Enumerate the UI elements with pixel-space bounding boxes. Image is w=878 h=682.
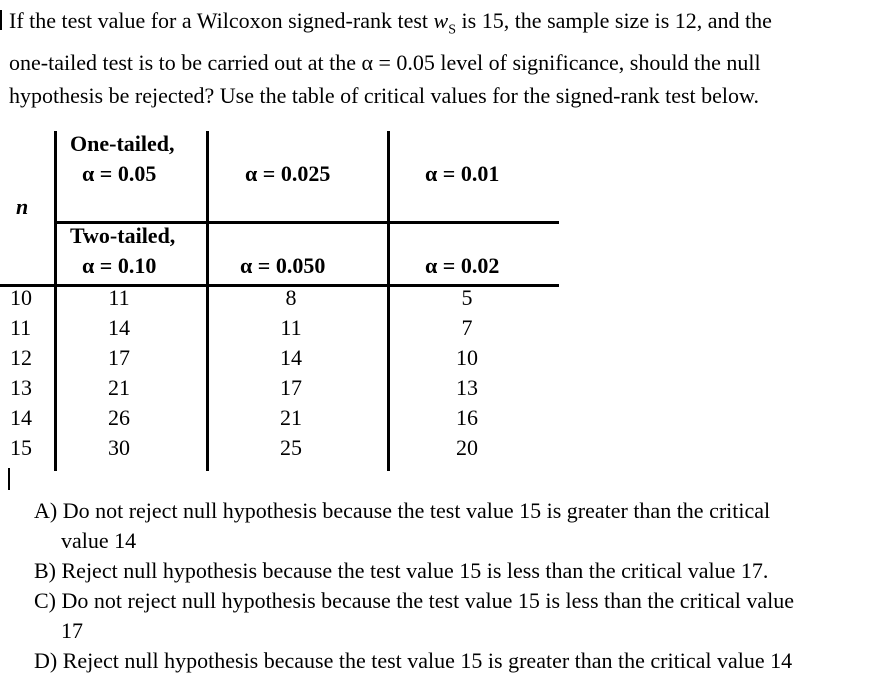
two-tailed-alpha-1: α = 0.10 <box>82 253 157 278</box>
answer-a[interactable] <box>34 496 864 556</box>
row-value: 11 <box>108 285 130 310</box>
table-rule-v1 <box>54 131 57 471</box>
row-value: 11 <box>280 315 302 340</box>
row-value: 26 <box>108 405 130 430</box>
row-n: 14 <box>10 405 32 430</box>
row-n: 12 <box>10 345 32 370</box>
two-tailed-alpha-3: α = 0.02 <box>425 253 500 278</box>
row-value: 8 <box>285 285 297 310</box>
row-value: 10 <box>456 345 478 370</box>
row-value: 30 <box>108 435 130 460</box>
table-rule-v3 <box>387 131 390 471</box>
answer-a-line-1: A) Do not reject null hypothesis because the test value 15 is greater than the critical <box>34 498 771 523</box>
row-n: 10 <box>10 285 32 310</box>
ws-variable: w <box>433 8 449 33</box>
row-n: 15 <box>10 435 32 460</box>
one-tailed-label: One-tailed, <box>70 131 175 156</box>
row-value: 5 <box>461 285 473 310</box>
row-value: 25 <box>280 435 302 460</box>
answer-c-line-1: C) Do not reject null hypothesis because the test value 15 is less than the critical value <box>34 588 795 613</box>
answer-c[interactable] <box>34 586 864 646</box>
row-n: 13 <box>10 375 32 400</box>
answer-c-line-2: 17 <box>61 618 83 643</box>
row-value: 14 <box>108 315 130 340</box>
question-line-3: hypothesis be rejected? Use the table of critical values for the signed-rank test below. <box>9 83 759 109</box>
question-line-1-pre: If the test value for a Wilcoxon signed-rank test <box>9 8 434 33</box>
row-n: 11 <box>10 315 32 340</box>
answer-choices <box>34 496 864 676</box>
question-line-1-post: is 15, the sample size is 12, and the <box>456 8 772 33</box>
one-tailed-alpha-2: α = 0.025 <box>245 161 331 186</box>
answer-d-text: D) Reject null hypothesis because the test value 15 is greater than the critical value 14 <box>34 648 793 673</box>
row-value: 21 <box>280 405 302 430</box>
row-value: 21 <box>108 375 130 400</box>
row-value: 20 <box>456 435 478 460</box>
answer-b[interactable] <box>34 556 864 586</box>
row-value: 13 <box>456 375 478 400</box>
row-value: 17 <box>280 375 302 400</box>
text-cursor <box>8 468 10 490</box>
question-line-2: one-tailed test is to be carried out at the α = 0.05 level of significance, should the null <box>9 50 761 76</box>
table-rule-v2 <box>206 131 209 471</box>
n-column-header: n <box>16 194 29 219</box>
row-value: 7 <box>461 315 473 340</box>
answer-b-text: B) Reject null hypothesis because the test value 15 is less than the critical value 17. <box>34 558 769 583</box>
answer-d[interactable] <box>34 646 864 676</box>
one-tailed-alpha-3: α = 0.01 <box>425 161 500 186</box>
row-value: 17 <box>108 345 130 370</box>
one-tailed-alpha-1: α = 0.05 <box>82 161 157 186</box>
two-tailed-alpha-2: α = 0.050 <box>240 253 326 278</box>
row-value: 14 <box>280 345 302 370</box>
answer-a-line-2: value 14 <box>61 528 137 553</box>
row-value: 16 <box>456 405 478 430</box>
two-tailed-label: Two-tailed, <box>70 223 176 248</box>
ws-subscript: S <box>448 22 457 38</box>
